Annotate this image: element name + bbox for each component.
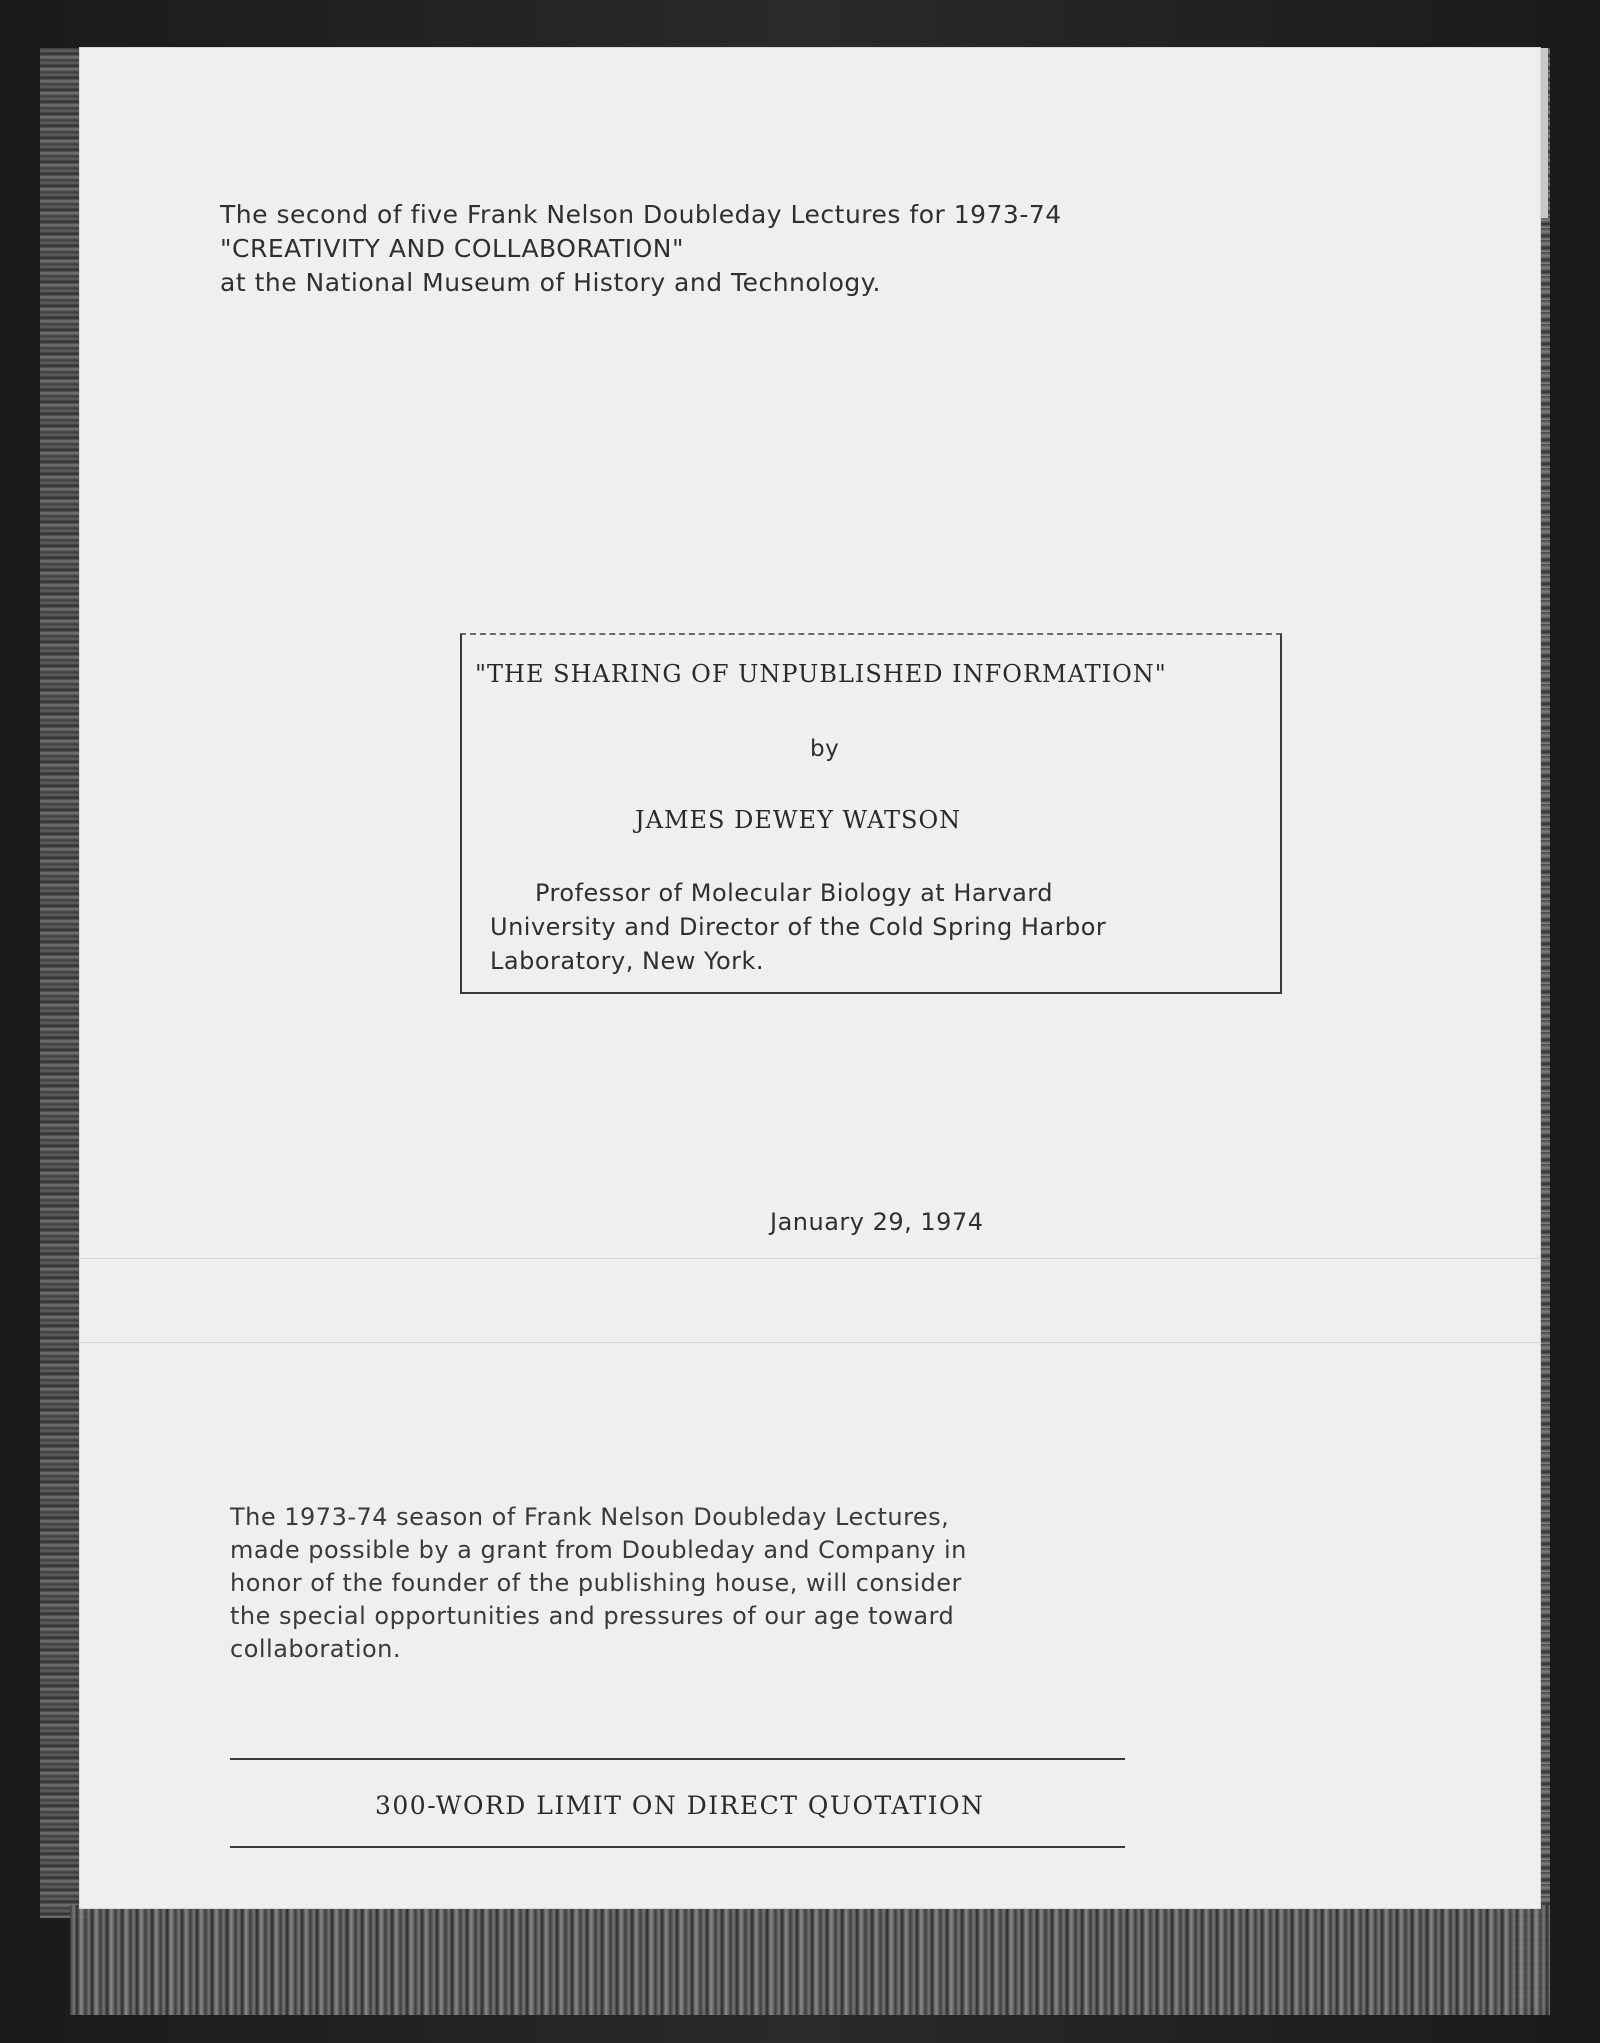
divider-rule (230, 1846, 1125, 1848)
author-affiliation (490, 876, 1106, 978)
affiliation-line: Laboratory, New York. (490, 947, 765, 975)
fold-line (80, 1258, 1540, 1259)
season-line: honor of the founder of the publishing house, will consider (230, 1569, 962, 1597)
header-line: at the National Museum of History and Technology. (220, 268, 881, 297)
affiliation-line: Professor of Molecular Biology at Harvard (535, 879, 1054, 907)
affiliation-line: University and Director of the Cold Spring Harbor (490, 913, 1107, 941)
author-name: JAMES DEWEY WATSON (635, 806, 962, 834)
header-line: "CREATIVITY AND COLLABORATION" (220, 234, 684, 263)
document-page (80, 48, 1540, 1908)
quotation-notice: 300-WORD LIMIT ON DIRECT QUOTATION (375, 1791, 985, 1820)
scan-edge-bottom (70, 1905, 1550, 2015)
by-label: by (810, 736, 840, 762)
season-line: made possible by a grant from Doubleday and Company in (230, 1536, 967, 1564)
fold-line (80, 1342, 1540, 1343)
header-line: The second of five Frank Nelson Doubleday Lectures for 1973-74 (220, 200, 1062, 229)
lecture-date: January 29, 1974 (770, 1208, 984, 1236)
lecture-series-header (220, 198, 1062, 300)
season-line: the special opportunities and pressures of our age toward (230, 1602, 955, 1630)
divider-rule (230, 1758, 1125, 1760)
season-line: The 1973-74 season of Frank Nelson Doubleday Lectures, (230, 1503, 950, 1531)
season-description (230, 1501, 967, 1666)
season-line: collaboration. (230, 1635, 402, 1663)
lecture-title: "THE SHARING OF UNPUBLISHED INFORMATION" (475, 660, 1167, 688)
